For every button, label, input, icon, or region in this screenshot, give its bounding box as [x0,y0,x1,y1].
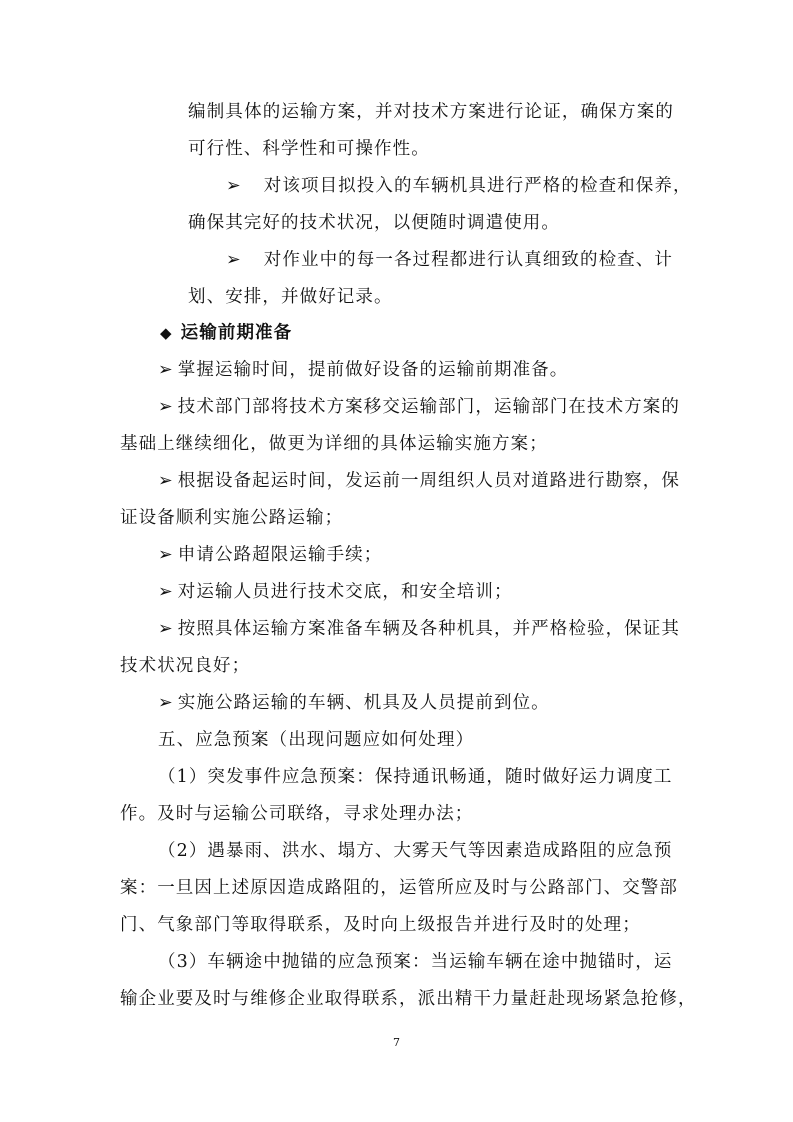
text-line: （2）遇暴雨、洪水、塌方、大雾天气等因素造成路阻的应急预 [158,841,673,861]
text-line: 技术状况良好； [120,656,251,676]
text-line: 证设备顺利实施公路运输； [120,508,344,528]
text-line: 申请公路超限运输手续； [177,545,383,565]
arrow-bullet-icon: ➢ [158,397,174,417]
text-line: 实施公路运输的车辆、机具及人员提前到位。 [177,693,550,713]
text-line: 技术部门部将技术方案移交运输部门，运输部门在技术方案的 [177,397,680,417]
text-line: 按照具体运输方案准备车辆及各种机具，并严格检验，保证其 [177,619,680,639]
list-item [158,692,550,714]
text-line: 作。及时与运输公司联络，寻求处理办法； [120,804,474,824]
arrow-bullet-icon: ➢ [158,693,174,713]
list-item [158,470,680,492]
list-item [158,544,382,566]
text-line: 确保其完好的技术状况，以便随时调遣使用。 [188,213,560,233]
text-line: 对该项目拟投入的车辆机具进行严格的检查和保养， [263,176,692,196]
text-line: （3）车辆途中抛锚的应急预案：当运输车辆在途中抛锚时，运 [158,952,673,972]
list-item [158,581,513,603]
arrow-bullet-icon: ➢ [226,176,242,196]
list-item [158,396,680,418]
heading-text: 运输前期准备 [180,323,293,343]
arrow-bullet-icon: ➢ [226,250,242,270]
arrow-bullet-icon: ➢ [158,360,174,380]
list-item [226,249,673,271]
arrow-bullet-icon: ➢ [158,619,174,639]
text-line: （1）突发事件应急预案：保持通讯畅通，随时做好运力调度工 [158,767,673,787]
text-line: 对运输人员进行技术交底，和安全培训； [177,582,513,602]
arrow-bullet-icon: ➢ [158,582,174,602]
page-number: 7 [393,1036,400,1049]
section-heading [160,322,292,344]
text-line: 可行性、科学性和可操作性。 [188,139,430,159]
list-item [158,618,680,640]
text-line: 对作业中的每一各过程都进行认真细致的检查、计 [263,250,673,270]
text-line: 基础上继续细化，做更为详细的具体运输实施方案； [120,434,548,454]
arrow-bullet-icon: ➢ [158,471,174,491]
list-item [158,359,568,381]
text-line: 掌握运输时间，提前做好设备的运输前期准备。 [177,360,569,380]
diamond-bullet-icon: ◆ [160,324,173,342]
section-title: 五、应急预案（出现问题应如何处理） [158,730,475,750]
text-line: 编制具体的运输方案，并对技术方案进行论证，确保方案的 [188,102,674,122]
list-item [226,175,692,197]
arrow-bullet-icon: ➢ [158,545,174,565]
text-line: 案：一旦因上述原因造成路阻的，运管所应及时与公路部门、交警部 [120,878,678,898]
text-line: 门、气象部门等取得联系，及时向上级报告并进行及时的处理； [120,915,641,935]
text-line: 输企业要及时与维修企业取得联系，派出精干力量赶赴现场紧急抢修， [120,989,697,1009]
text-line: 划、安排，并做好记录。 [188,287,393,307]
text-line: 根据设备起运时间，发运前一周组织人员对道路进行勘察，保 [177,471,680,491]
